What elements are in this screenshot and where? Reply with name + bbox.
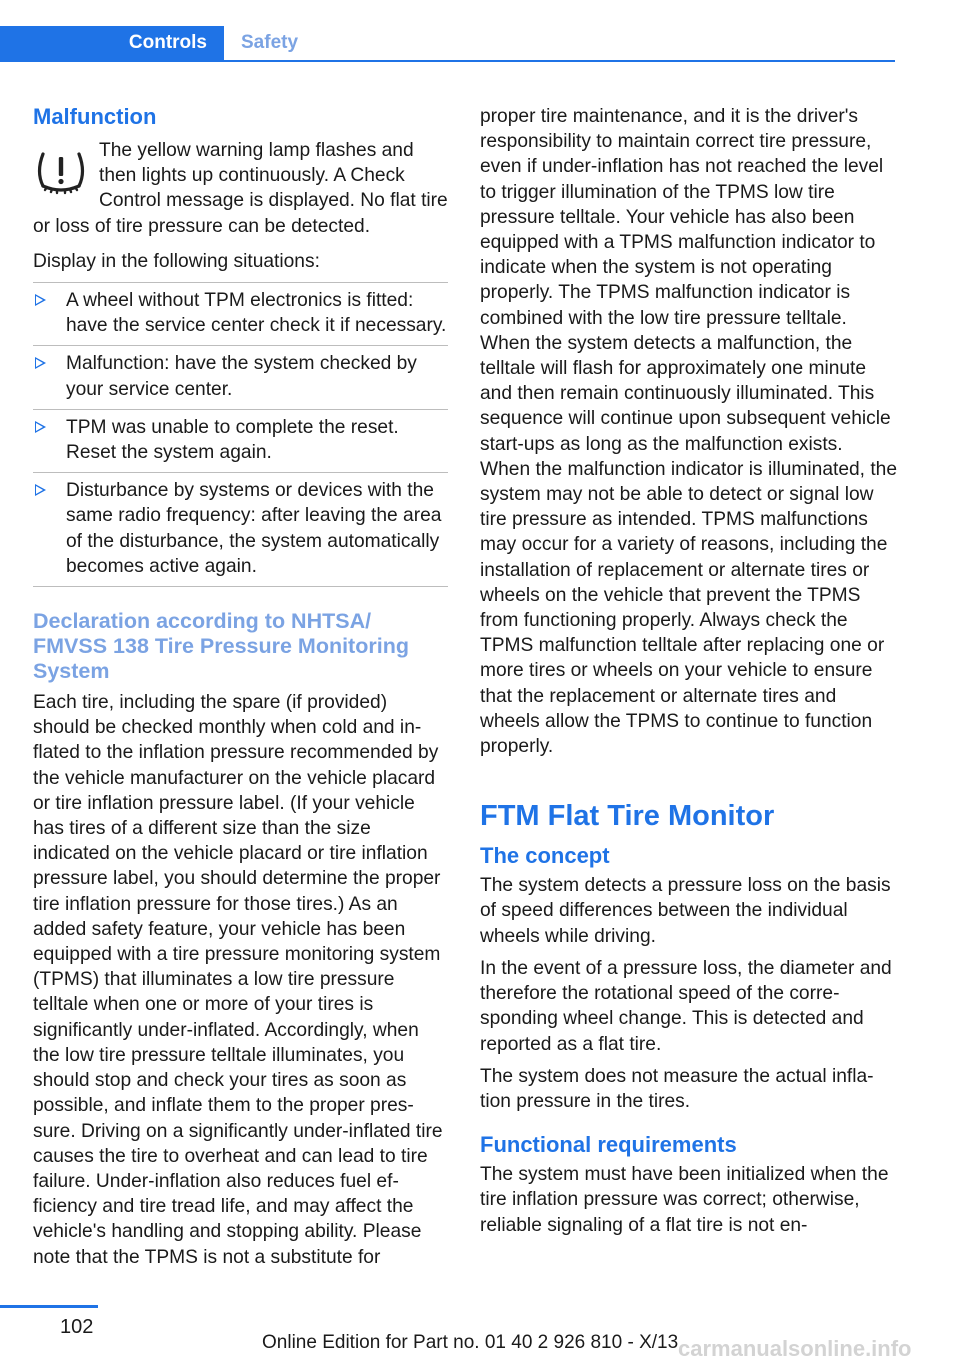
concept-paragraph: In the event of a pressure loss, the diameter and therefore the rotational speed of the corresponding wheel change. This is detected and reported as a flat tire. <box>480 957 892 1055</box>
malfunction-intro <box>33 138 448 239</box>
requirements-text: The system must have been initialized when the tire inflation pressure was correct; otherwise, reliable signaling of a flat tire is not en- <box>480 1164 889 1236</box>
tab-controls[interactable]: Controls <box>0 26 224 60</box>
triangle-bullet-icon <box>35 294 46 306</box>
list-item: A wheel without TPM electronics is fitted: have the service center check it if necessary. <box>33 283 448 346</box>
malfunction-text: The yellow warning lamp flashes and then lights up continuously. A Check Control message is displayed. No flat tire or loss of tire pressure can be detected. <box>33 140 448 237</box>
triangle-bullet-icon <box>35 421 46 433</box>
watermark: carmanualsonline.info <box>678 1336 912 1361</box>
concept-paragraph: The system does not measure the actual inflation pressure in the tires. <box>480 1065 874 1112</box>
left-column <box>33 104 448 1277</box>
chapter-title: FTM Flat Tire Monitor <box>480 800 775 833</box>
triangle-bullet-icon <box>35 357 46 369</box>
tire-pressure-warning-icon <box>33 148 89 196</box>
header-bar <box>0 26 895 62</box>
triangle-bullet-icon <box>35 484 46 496</box>
header-divider <box>0 60 895 62</box>
display-intro: Display in the following situations: <box>33 250 320 272</box>
page-number: 102 <box>60 1316 94 1338</box>
requirements-heading: Functional requirements <box>480 1132 737 1158</box>
footer-accent-line <box>0 1305 98 1308</box>
edition-info: Online Edition for Part no. 01 40 2 926 810 - X/13 <box>262 1332 679 1353</box>
declaration-heading: Declaration according to NHTSA/ FMVSS 138 Tire Pressure Monitoring System <box>33 609 409 684</box>
concept-heading: The concept <box>480 843 610 869</box>
continuation-text: proper tire maintenance, and it is the driver's responsibility to maintain correct tire pressure, even if under-inflation has not reached the level to trigger illumination of the TPMS low tire pressure telltale. Your vehicle has also been equipped with a TPMS malfunction indicator to indicate when the system is not operating properly. The TPMS malfunction indicator is combined with the low tire pressure telltale. When the system detects a malfunction, the telltale will flash for approximately one minute and then remain continuously illuminated. This sequence will continue upon subsequent vehicle start-ups as long as the malfunction exists. When the malfunction indicator is illuminated, the system may not be able to detect or signal low tire pressure as intended. TPMS malfunctions may occur for a variety of reasons, including the installation of replacement or alternate tires or wheels on the vehicle that prevent the TPMS from functioning properly. Always check the TPMS malfunction telltale after replacing one or more tires or wheels on your vehicle to ensure that the replacement or alternate tires and wheels allow the TPMS to continue to function properly. <box>480 106 898 758</box>
situations-list <box>33 282 448 587</box>
list-item: TPM was unable to complete the reset. Reset the system again. <box>33 410 448 473</box>
right-column <box>480 104 898 1245</box>
malfunction-heading: Malfunction <box>33 104 157 129</box>
list-item: Disturbance by systems or devices with the same radio frequency: after leaving the area of the disturbance, the system automatically becomes active again. <box>33 473 448 587</box>
concept-paragraph: The system detects a pressure loss on the basis of speed differences between the individual wheels while driving. <box>480 875 891 947</box>
declaration-text: Each tire, including the spare (if provided) should be checked monthly when cold and inflated to the inflation pressure recommended by the vehicle manufacturer on the vehicle placard or tire inflation pressure label. (If your vehicle has tires of a different size than the size indicated on the vehicle placard or tire inflation pressure label, you should determine the proper tire inflation pressure for those tires.) As an added safety feature, your vehicle has been equipped with a tire pressure monitoring system (TPMS) that illuminates a low tire pressure telltale when one or more of your tires is significantly under-inflated. Accordingly, when the low tire pressure telltale illuminates, you should stop and check your tires as soon as possible, and inflate them to the proper pressure. Driving on a significantly under-inflated tire causes the tire to overheat and can lead to tire failure. Under-inflation also reduces fuel efficiency and tire tread life, and may affect the vehicle's handling and stopping ability. Please note that the TPMS is not a substitute for <box>33 692 443 1268</box>
tab-safety[interactable]: Safety <box>241 32 299 53</box>
list-item: Malfunction: have the system checked by your service center. <box>33 346 448 409</box>
